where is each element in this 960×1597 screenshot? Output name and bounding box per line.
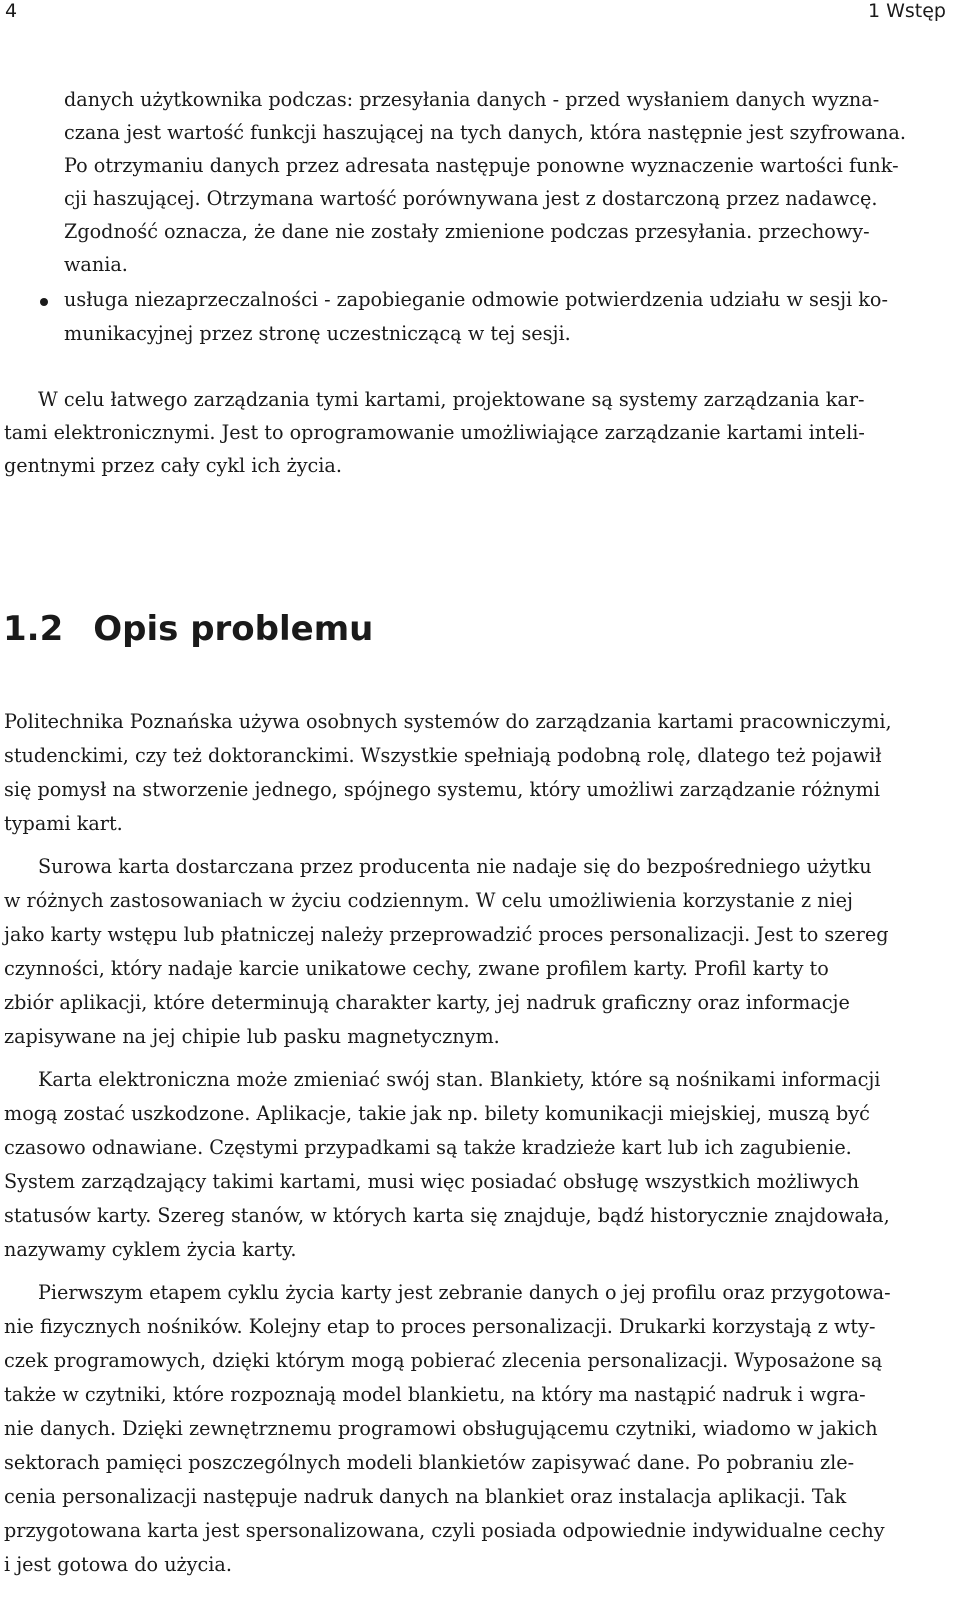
text-line: Politechnika Poznańska używa osobnych systemów do zarządzania kartami pracowniczymi, xyxy=(4,710,892,733)
text-line: czek programowych, dzięki którym mogą pobierać zlecenia personalizacji. Wyposażone są xyxy=(4,1349,883,1372)
text-line: munikacyjnej przez stronę uczestniczącą w tej sesji. xyxy=(64,322,571,345)
page-number: 4 xyxy=(5,0,18,22)
text-line: typami kart. xyxy=(4,812,123,835)
text-line: System zarządzający takimi kartami, musi więc posiadać obsługę wszystkich możliwych xyxy=(4,1170,860,1193)
text-line: wania. xyxy=(64,253,128,276)
running-head: 1 Wstęp xyxy=(867,0,946,22)
text-line: czana jest wartość funkcji haszującej na tych danych, która następnie jest szyfrowana. xyxy=(64,121,906,144)
text-line: zbiór aplikacji, które determinują charakter karty, jej nadruk graficzny oraz informacje xyxy=(4,991,850,1014)
text-line: czasowo odnawiane. Częstymi przypadkami są także kradzieże kart lub ich zagubienie. xyxy=(4,1136,852,1159)
section-number: 1.2 xyxy=(3,609,64,649)
section-title: Opis problemu xyxy=(93,609,374,649)
text-line: czynności, który nadaje karcie unikatowe cechy, zwane profilem karty. Profil karty to xyxy=(4,957,829,980)
text-line: Karta elektroniczna może zmieniać swój stan. Blankiety, które są nośnikami informacji xyxy=(38,1068,881,1091)
text-line: Pierwszym etapem cyklu życia karty jest zebranie danych o jej profilu oraz przygotowa- xyxy=(38,1281,891,1304)
text-line: studenckimi, czy też doktoranckimi. Wszystkie spełniają podobną rolę, dlatego też pojawił xyxy=(4,744,882,767)
text-line: jako karty wstępu lub płatniczej należy przeprowadzić proces personalizacji. Jest to szereg xyxy=(4,923,889,946)
text-line: sektorach pamięci poszczególnych modeli blankietów zapisywać dane. Po pobraniu zle- xyxy=(4,1451,855,1474)
section-heading xyxy=(3,609,374,649)
text-line: nie danych. Dzięki zewnętrznemu programowi obsługującemu czytniki, wiadomo w jakich xyxy=(4,1417,878,1440)
text-line: także w czytniki, które rozpoznają model blankietu, na który ma nastąpić nadruk i wgra- xyxy=(4,1383,866,1406)
text-line: i jest gotowa do użycia. xyxy=(4,1553,232,1576)
text-line: się pomysł na stworzenie jednego, spójnego systemu, który umożliwi zarządzanie różnymi xyxy=(4,778,881,801)
text-line: danych użytkownika podczas: przesyłania danych - przed wysłaniem danych wyzna- xyxy=(64,88,880,111)
text-line: nie fizycznych nośników. Kolejny etap to proces personalizacji. Drukarki korzystają z wty- xyxy=(4,1315,876,1338)
text-line: W celu łatwego zarządzania tymi kartami, projektowane są systemy zarządzania kar- xyxy=(38,388,865,411)
text-line: statusów karty. Szereg stanów, w których karta się znajduje, bądź historycznie znajdowała, xyxy=(4,1204,890,1227)
text-line: Po otrzymaniu danych przez adresata następuje ponowne wyznaczenie wartości funk- xyxy=(64,154,899,177)
page-header xyxy=(0,0,960,30)
text-line: zapisywane na jej chipie lub pasku magnetycznym. xyxy=(4,1025,500,1048)
text-line: Zgodność oznacza, że dane nie zostały zmienione podczas przesyłania. przechowy- xyxy=(64,220,870,243)
text-line: cenia personalizacji następuje nadruk danych na blankiet oraz instalacja aplikacji. Tak xyxy=(4,1485,847,1508)
text-line: usługa niezaprzeczalności - zapobieganie odmowie potwierdzenia udziału w sesji ko- xyxy=(64,288,888,311)
text-line: mogą zostać uszkodzone. Aplikacje, takie jak np. bilety komunikacji miejskiej, muszą być xyxy=(4,1102,870,1125)
text-line: w różnych zastosowaniach w życiu codziennym. W celu umożliwienia korzystanie z niej xyxy=(4,889,853,912)
text-line: cji haszującej. Otrzymana wartość porównywana jest z dostarczoną przez nadawcę. xyxy=(64,187,878,210)
bullet-icon xyxy=(40,298,48,306)
text-line: Surowa karta dostarczana przez producenta nie nadaje się do bezpośredniego użytku xyxy=(38,855,872,878)
text-line: przygotowana karta jest spersonalizowana, czyli posiada odpowiednie indywidualne cechy xyxy=(4,1519,885,1542)
text-line: nazywamy cyklem życia karty. xyxy=(4,1238,297,1261)
text-line: gentnymi przez cały cykl ich życia. xyxy=(4,454,342,477)
text-line: tami elektronicznymi. Jest to oprogramowanie umożliwiające zarządzanie kartami inteli- xyxy=(4,421,865,444)
